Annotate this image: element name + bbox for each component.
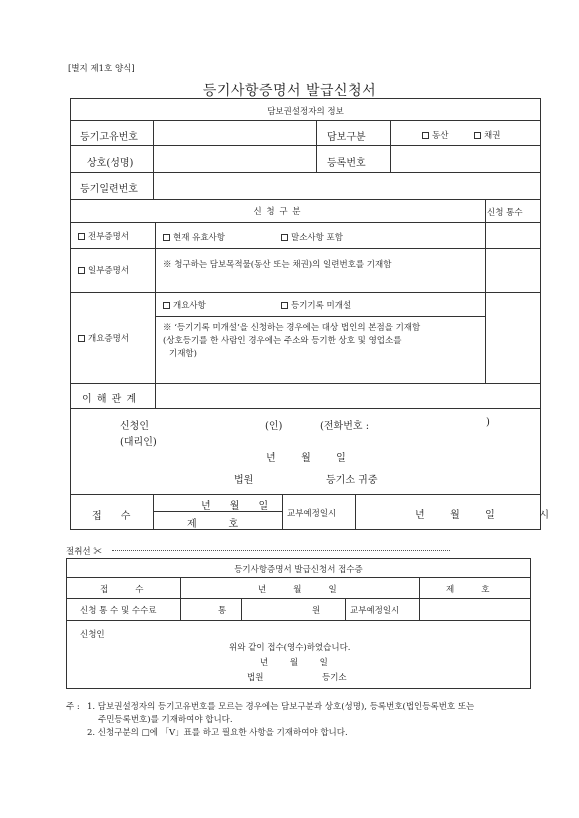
option-summary[interactable] [163, 299, 206, 311]
full-cert-copies-field[interactable] [487, 224, 539, 246]
serial-no-label: 등기일련번호 [80, 184, 138, 195]
summary-cert-option[interactable] [78, 332, 129, 344]
checkbox-icon [78, 335, 85, 342]
receipt-applicant-label: 신청인 [80, 630, 105, 640]
partial-cert-option[interactable] [78, 264, 129, 276]
reg-no-field[interactable] [392, 147, 539, 170]
registry-no-field[interactable] [154, 122, 314, 142]
registry-no-label: 등기고유번호 [80, 132, 138, 143]
collateral-type-label: 담보구분 [327, 132, 366, 143]
option-cancelled[interactable] [281, 231, 343, 243]
agent-label: (대리인) [120, 437, 157, 448]
receipt-registry-office: 등기소 [322, 673, 347, 683]
option-claim[interactable] [474, 129, 500, 141]
option-movable[interactable] [422, 129, 448, 141]
checkbox-icon [163, 234, 170, 241]
option-current[interactable] [163, 231, 225, 243]
receipt-cert-label: 접 수 [100, 585, 144, 595]
registry-office-label: 등기소 귀중 [326, 475, 378, 486]
phone-field[interactable] [380, 414, 480, 430]
receipt-date: 년 월 일 [201, 501, 269, 512]
option-current-label: 현재 유효사항 [173, 233, 225, 243]
receipt-delivery-label: 교부예정일시 [350, 606, 400, 616]
secured-party-section-title: 담보권설정자의 정보 [267, 107, 344, 117]
name-label: 상호(성명) [87, 158, 134, 169]
interest-field[interactable] [157, 385, 539, 406]
apply-type-header: 신 청 구 분 [253, 207, 302, 217]
full-cert-option[interactable] [78, 230, 129, 242]
interest-label: 이 해 관 계 [82, 394, 138, 405]
option-movable-label: 동산 [432, 131, 449, 141]
cut-line [112, 550, 450, 551]
checkbox-icon [163, 302, 170, 309]
option-unrecorded[interactable] [281, 299, 351, 311]
checkbox-icon [281, 234, 288, 241]
cut-line-label: 절취선 ✂ [66, 547, 102, 557]
partial-cert-note: ※ 청구하는 담보목적물(동산 또는 채권)의 일련번호를 기재함 [163, 260, 392, 270]
notes-prefix: 주 : [66, 702, 80, 712]
checkbox-icon [422, 132, 429, 139]
option-summary-label: 개요사항 [173, 301, 206, 311]
copies-header: 신청 통수 [487, 208, 523, 218]
full-cert-label: 전부증명서 [88, 232, 130, 242]
summary-note-line3: 기재함) [169, 349, 197, 359]
delivery-label: 교부예정일시 [287, 509, 337, 519]
received-text: 위와 같이 접수(영수)하였습니다. [229, 643, 351, 653]
copies-unit: 통 [218, 606, 227, 616]
checkbox-icon [474, 132, 481, 139]
partial-cert-copies-field[interactable] [487, 250, 539, 290]
summary-note-line2: (상호등기를 한 사람인 경우에는 주소와 등기한 상호 및 영업소를 [163, 336, 402, 346]
court-label: 법원 [234, 475, 254, 486]
receipt-cert-number: 제 호 [446, 585, 490, 595]
receipt-cert-date: 년 월 일 [258, 585, 337, 595]
checkbox-icon [281, 302, 288, 309]
copies-fee-label: 신청 통 수 및 수수료 [80, 606, 157, 616]
receipt-number: 제 호 [187, 519, 239, 530]
note-2: 2. 신청구분의 □에 「V」표를 하고 필요한 사항을 기재하여야 합니다. [87, 728, 348, 738]
partial-cert-label: 일부증명서 [88, 266, 130, 276]
note-1-line1: 1. 담보권설정자의 등기고유번호를 모르는 경우에는 담보구분과 상호(성명), 등록번호(법인등록번호 또는 [87, 702, 475, 712]
serial-no-field[interactable] [154, 174, 539, 197]
option-unrecorded-label: 등기기록 미개설 [291, 301, 352, 311]
name-field[interactable] [154, 147, 314, 170]
receipt-date2: 년 월 일 [260, 658, 328, 668]
receipt-label: 접 수 [92, 511, 131, 522]
form-code: [별지 제1호 양식] [68, 64, 135, 74]
option-cancelled-label: 말소사항 포함 [291, 233, 343, 243]
option-claim-label: 채권 [484, 131, 501, 141]
summary-note-line1: ※ ‘등기기록 미개설’을 신청하는 경우에는 대상 법인의 본점을 기재함 [163, 323, 421, 333]
phone-close: ) [486, 417, 490, 428]
applicant-label: 신청인 [120, 421, 149, 432]
delivery-date: 년 월 일 시 [415, 510, 550, 521]
application-date: 년 월 일 [266, 453, 346, 464]
summary-cert-copies-field[interactable] [487, 294, 539, 381]
fee-unit: 원 [312, 606, 321, 616]
summary-cert-label: 개요증명서 [88, 334, 130, 344]
checkbox-icon [78, 233, 85, 240]
reg-no-label: 등록번호 [327, 158, 366, 169]
receipt-court: 법원 [247, 673, 264, 683]
page-title: 등기사항증명서 발급신청서 [202, 83, 377, 99]
phone-label: (전화번호 : [320, 421, 370, 432]
checkbox-icon [78, 267, 85, 274]
note-1-line2: 주민등록번호)를 기재하여야 합니다. [98, 715, 233, 725]
receipt-cert-title: 등기사항증명서 발급신청서 접수증 [234, 565, 363, 575]
seal-mark: (인) [265, 421, 283, 432]
